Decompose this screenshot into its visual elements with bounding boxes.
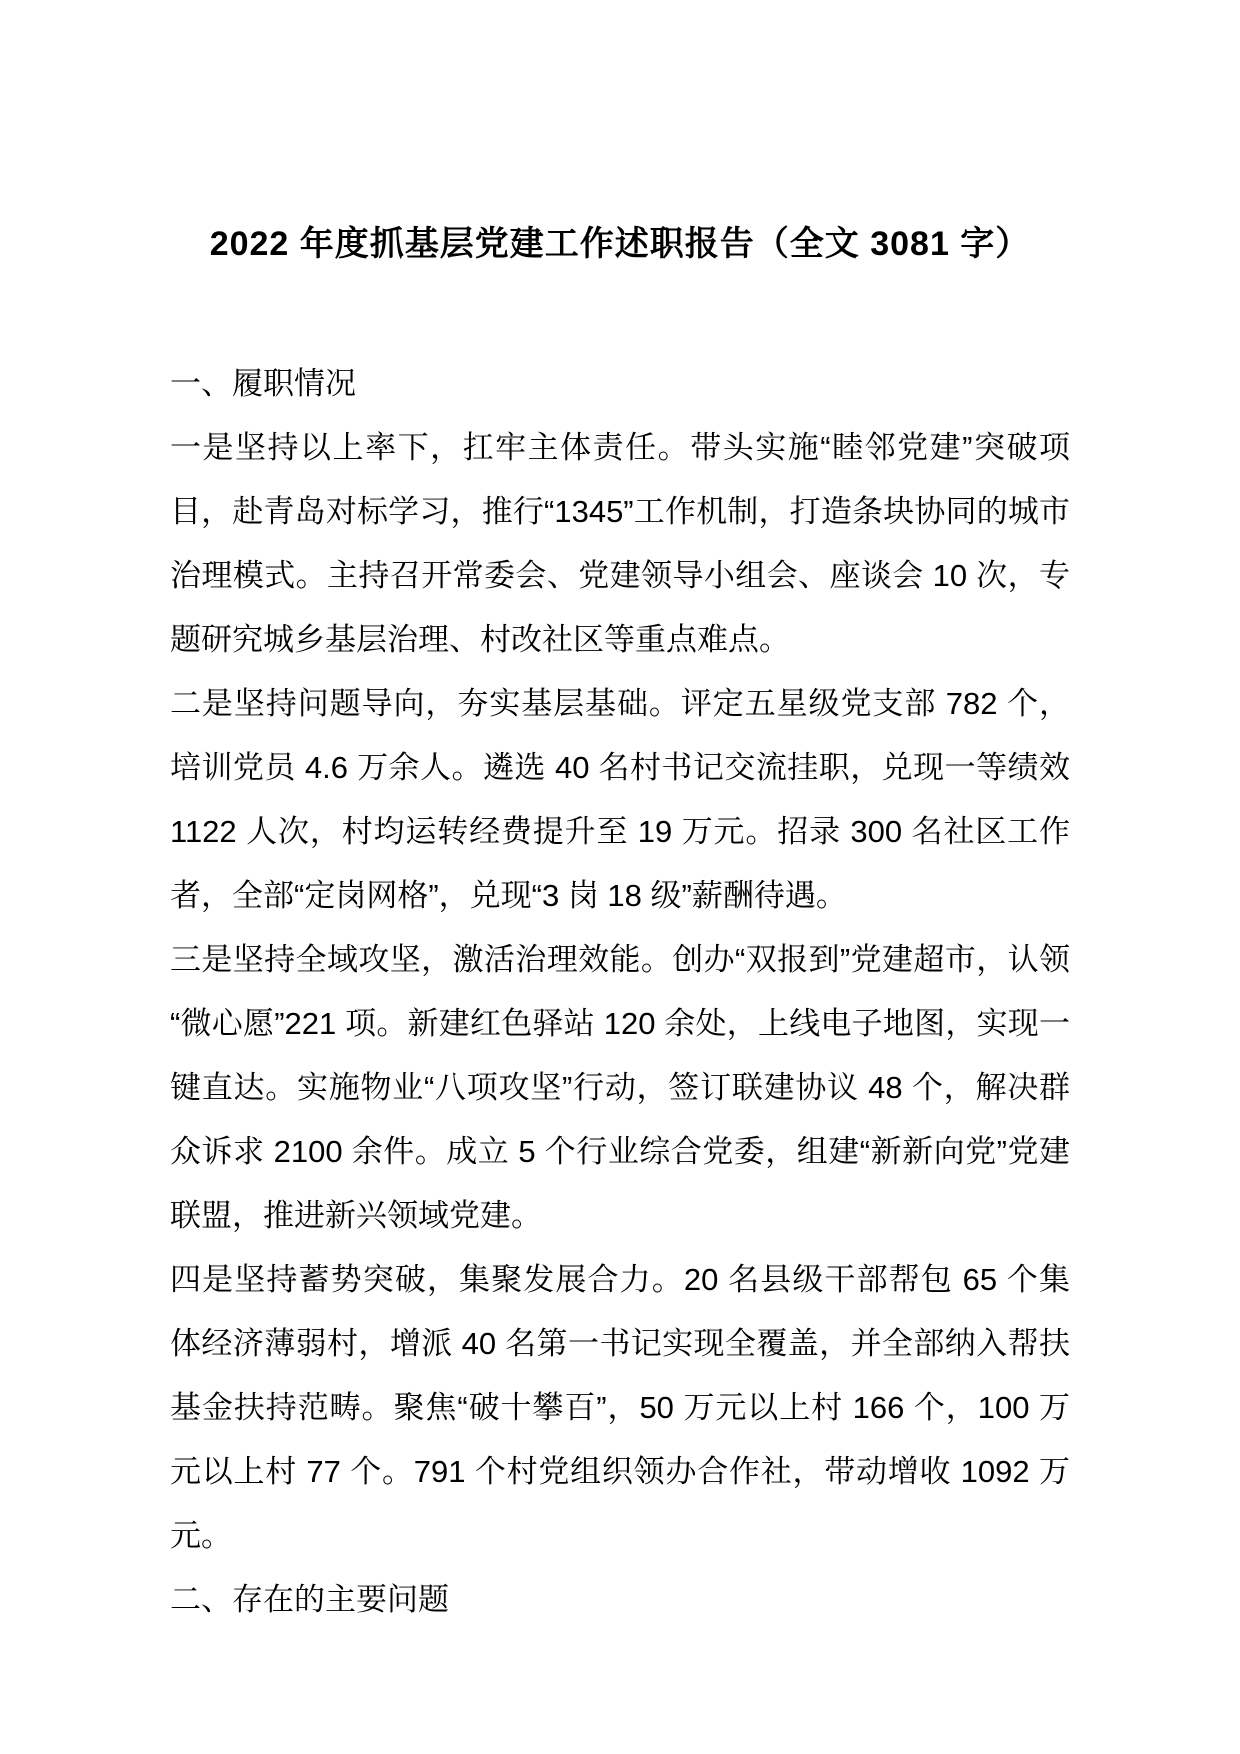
section-heading-2: 二、存在的主要问题 [170,1582,449,1618]
document-title: 2022 年度抓基层党建工作述职报告（全文 3081 字） [209,225,1031,263]
paragraph-point-2: 二是坚持问题导向，夯实基层基础。评定五星级党支部 782 个，培训党员 4.6 万余人。遴选 40 名村书记交流挂职，兑现一等绩效 1122 人次，村均运转经费提升至 19 万元。招录 300 名社区工作者，全部“定岗网格”，兑现“3 岗 18 级”薪酬待遇。 [170,686,1070,914]
section-heading-1: 一、履职情况 [170,366,356,402]
document-content [170,0,1070,1632]
document-body [170,352,1070,1632]
paragraph-point-1: 一是坚持以上率下，扛牢主体责任。带头实施“睦邻党建”突破项目，赴青岛对标学习，推行“1345”工作机制，打造条块协同的城市治理模式。主持召开常委会、党建领导小组会、座谈会 10 次，专题研究城乡基层治理、村改社区等重点难点。 [170,430,1070,658]
paragraph-point-4: 四是坚持蓄势突破，集聚发展合力。20 名县级干部帮包 65 个集体经济薄弱村，增派 40 名第一书记实现全覆盖，并全部纳入帮扶基金扶持范畴。聚焦“破十攀百”，50 万元以上村 166 个，100 万元以上村 77 个。791 个村党组织领办合作社，带动增收 1092 万元。 [170,1262,1070,1554]
paragraph-point-3: 三是坚持全域攻坚，激活治理效能。创办“双报到”党建超市，认领“微心愿”221 项。新建红色驿站 120 余处，上线电子地图，实现一键直达。实施物业“八项攻坚”行动，签订联建协议 48 个，解决群众诉求 2100 余件。成立 5 个行业综合党委，组建“新新向党”党建联盟，推进新兴领域党建。 [170,942,1070,1234]
